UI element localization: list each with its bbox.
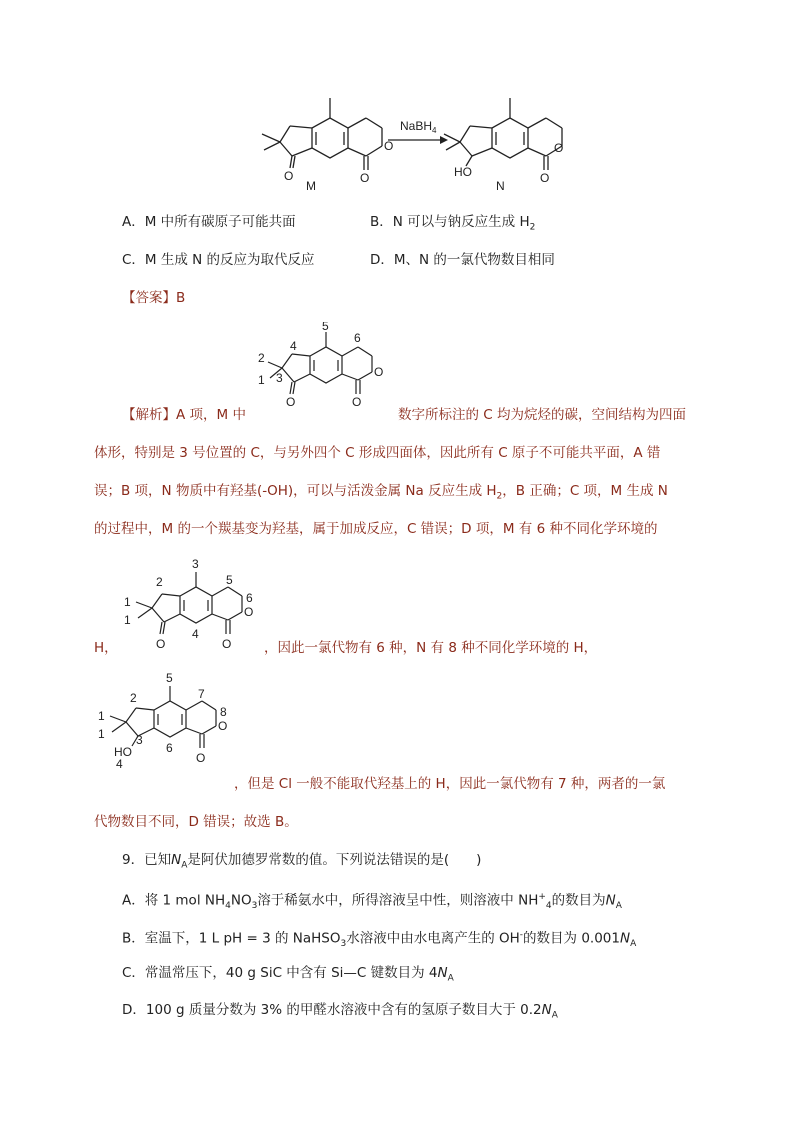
answer-value: B: [176, 290, 186, 306]
num-label: 5: [322, 322, 329, 333]
num-label: 2: [130, 691, 137, 705]
ring-o-atom: O: [218, 719, 228, 733]
option-b: B．N 可以与钠反应生成 $H_2$: [370, 214, 536, 233]
num-label: 5: [226, 573, 233, 587]
num-label: 3: [276, 371, 283, 385]
carbonyl-o-atom: O: [156, 637, 166, 651]
analysis-line-6: ，但是 Cl 一般不能取代羟基上的 H，因此一氯代物有 7 种，两者的一氯: [234, 776, 666, 792]
n-carbonyl-o-atom: O: [540, 171, 550, 185]
structure-m-numbered: [250, 322, 400, 412]
num-label: 3: [136, 733, 143, 747]
option-d: D．M、N 的一氯代物数目相同: [370, 252, 555, 268]
arrow-head-icon: [440, 136, 448, 144]
reaction-scheme: [250, 90, 570, 200]
num-label: 4: [192, 627, 199, 641]
num-label: 1: [98, 709, 105, 723]
num-label: 2: [156, 575, 163, 589]
reagent-label: NaBH$_4$: [400, 119, 437, 135]
structure-n-h-environments: [92, 670, 252, 790]
ho-group: HO: [114, 745, 132, 759]
analysis-line-5b: ，因此一氯代物有 6 种，N 有 8 种不同化学环境的 H，: [264, 640, 598, 656]
q9-option-b: B．室温下，1 L pH = 3 的 NaHSO$_3$水溶液中由水电离产生的 OH-的数目为 $0.001N_A$: [122, 930, 637, 950]
analysis-line-7: 代物数目不同，D 错误；故选 B。: [94, 814, 298, 830]
analysis-tag: 【解析】: [122, 407, 176, 423]
carbonyl-o-atom: O: [196, 751, 206, 765]
structure-m-h-environments: [118, 556, 268, 656]
num-label: 1: [98, 727, 105, 741]
num-label: 6: [246, 591, 253, 605]
analysis-line-2: 体形，特别是 3 号位置的 C，与另外四个 C 形成四面体，因此所有 C 原子不可能共平面，A 错: [94, 445, 661, 461]
num-label: 3: [192, 557, 199, 571]
analysis-line-1a: 【解析】A 项，M 中: [122, 407, 246, 423]
num-label: 8: [220, 705, 227, 719]
answer-line: [122, 288, 185, 308]
molecule-m: [262, 98, 382, 170]
num-label: 4: [116, 757, 123, 771]
molecule-n: [444, 98, 562, 170]
num-label: 5: [166, 671, 173, 685]
m-o-atom: O: [284, 169, 294, 183]
label-m: M: [306, 179, 316, 193]
carbonyl-o-atom: O: [352, 395, 362, 409]
q9-option-d: D．100 g 质量分数为 3% 的甲醛水溶液中含有的氢原子数目大于 $0.2N_A$: [122, 1002, 558, 1021]
analysis-line-4: 的过程中，M 的一个羰基变为羟基，属于加成反应，C 错误；D 项，M 有 6 种不同化学环境的: [94, 521, 658, 537]
option-a: A．M 中所有碳原子可能共面: [122, 214, 296, 230]
num-label: 1: [124, 595, 131, 609]
num-label: 6: [354, 331, 361, 345]
num-label: 1: [258, 373, 265, 387]
q9-stem: 9．已知$N_A$是阿伏加德罗常数的值。下列说法错误的是( ): [122, 852, 482, 871]
q9-option-c: C．常温常压下，40 g SiC 中含有 Si—C 键数目为 $4N_A$: [122, 965, 454, 984]
m-carbonyl-o-atom: O: [360, 171, 370, 185]
n-ho-group: HO: [454, 165, 472, 179]
carbonyl-o-atom: O: [286, 395, 296, 409]
answer-tag: 【答案】: [122, 290, 176, 306]
label-n: N: [496, 179, 505, 193]
num-label: 2: [258, 351, 265, 365]
analysis-line-3: 误；B 项，N 物质中有羟基(-OH)，可以与活泼金属 Na 反应生成 $H_2$，B 正确；C 项，M 生成 N: [94, 483, 668, 502]
analysis-line-5a: H，: [94, 640, 118, 656]
num-label: 1: [124, 613, 131, 627]
option-c: C．M 生成 N 的反应为取代反应: [122, 252, 315, 268]
num-label: 6: [166, 741, 173, 755]
q9-option-a: A．将 1 mol $NH_4NO_3$溶于稀氨水中，所得溶液呈中性，则溶液中 $NH^+_4$的数目为$N_A$: [122, 892, 622, 912]
n-ring-o-atom: O: [554, 141, 564, 155]
num-label: 4: [290, 339, 297, 353]
ring-o-atom: O: [244, 605, 254, 619]
carbonyl-o-atom: O: [222, 637, 232, 651]
analysis-line-1b: 数字所标注的 C 均为烷烃的碳，空间结构为四面: [398, 407, 687, 423]
num-label: 7: [198, 687, 205, 701]
ring-o-atom: O: [374, 365, 384, 379]
m-ring-o-atom: O: [384, 139, 394, 153]
